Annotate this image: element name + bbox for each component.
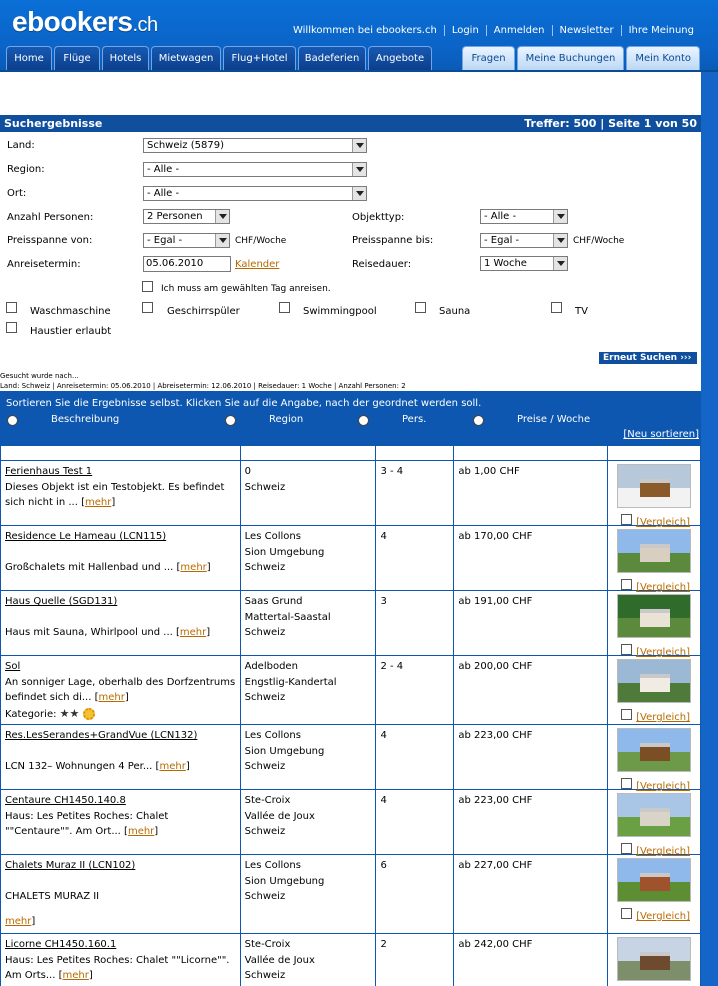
persons-cell: 4 xyxy=(376,526,454,590)
region-line: Schweiz xyxy=(244,692,286,703)
search-again-button[interactable]: Erneut Suchen ››› xyxy=(599,352,697,364)
persons-cell: 6 xyxy=(376,855,454,933)
chevron-down-icon xyxy=(215,234,229,247)
region-line: Schweiz xyxy=(244,481,286,493)
login-link[interactable]: Login xyxy=(444,25,486,36)
search-summary-heading: Gesucht wurde nach... xyxy=(0,372,79,380)
listing-title[interactable]: Licorne CH1450.160.1 xyxy=(5,939,117,950)
compare-link[interactable]: [Vergleich] xyxy=(636,647,690,658)
objekttyp-label: Objekttyp: xyxy=(352,212,405,223)
persons-cell: 2 - 4 xyxy=(376,656,454,724)
tv-checkbox[interactable] xyxy=(551,302,562,313)
listing-title[interactable]: Chalets Muraz II (LCN102) xyxy=(5,860,136,871)
compare-checkbox[interactable] xyxy=(621,709,632,720)
table-row: Haus Quelle (SGD131) Haus mit Sauna, Whirlpool und ... [mehr] Saas Grund Mattertal-Saastal Schweiz 3 ab 191,00 CHF [Vergleich] xyxy=(1,591,701,656)
calendar-link[interactable]: Kalender xyxy=(235,259,280,270)
listing-photo[interactable] xyxy=(617,793,691,837)
compare-link[interactable]: [Vergleich] xyxy=(636,781,690,792)
listing-description: Haus: Les Petites Roches: Chalet ""Licorne"". Am Orts... xyxy=(5,954,230,981)
top-links xyxy=(286,25,701,36)
haustier-label: Haustier erlaubt xyxy=(30,326,112,337)
compare-link[interactable]: [Vergleich] xyxy=(636,582,690,593)
listing-description: Großchalets mit Hallenbad und ... xyxy=(5,561,174,573)
listing-photo[interactable] xyxy=(617,659,691,703)
results-header xyxy=(0,115,701,132)
more-link[interactable]: mehr xyxy=(62,970,89,981)
newsletter-link[interactable]: Newsletter xyxy=(552,25,621,36)
persons-select[interactable]: 2 Personen xyxy=(143,209,230,224)
more-link[interactable]: mehr xyxy=(84,497,112,508)
price-cell: ab 223,00 CHF xyxy=(454,790,608,854)
main-content xyxy=(0,72,701,986)
sauna-label: Sauna xyxy=(439,306,471,317)
compare-link[interactable]: [Vergleich] xyxy=(636,712,690,723)
persons-cell: 3 xyxy=(376,591,454,655)
sort-region-radio[interactable] xyxy=(225,415,236,426)
site-header xyxy=(0,0,718,72)
sort-persons-label[interactable]: Pers. xyxy=(402,414,427,425)
tab-flug-hotel[interactable]: Flug+Hotel xyxy=(223,46,296,70)
results-count: Treffer: 500 | Seite 1 von 50 xyxy=(524,117,697,130)
region-select[interactable]: - Alle - xyxy=(143,162,367,177)
land-label: Land: xyxy=(7,140,35,151)
date-label: Anreisetermin: xyxy=(7,259,81,270)
listing-photo[interactable] xyxy=(617,937,691,981)
region-line: Schweiz xyxy=(244,562,286,573)
ort-select[interactable]: - Alle - xyxy=(143,186,367,201)
listing-description: LCN 132– Wohnungen 4 Per... xyxy=(5,760,153,772)
listing-title[interactable]: Sol xyxy=(5,661,21,672)
geschirrspueler-checkbox[interactable] xyxy=(142,302,153,313)
sort-bar xyxy=(0,391,701,446)
sort-beschreibung-radio[interactable] xyxy=(7,415,18,426)
sort-price-radio[interactable] xyxy=(473,415,484,426)
compare-link[interactable]: [Vergleich] xyxy=(636,911,690,922)
price-cell: ab 227,00 CHF xyxy=(454,855,608,933)
tab-badeferien[interactable]: Badeferien xyxy=(298,46,366,70)
region-line: Mattertal-Saastal xyxy=(244,611,331,623)
main-nav xyxy=(6,46,432,70)
geschirrspueler-label: Geschirrspüler xyxy=(167,306,240,317)
listing-photo[interactable] xyxy=(617,594,691,638)
more-link[interactable]: mehr xyxy=(179,626,207,638)
region-line: Schweiz xyxy=(244,627,286,638)
chevron-down-icon xyxy=(553,210,567,223)
results-title: Suchergebnisse xyxy=(4,117,103,130)
region-line: Saas Grund xyxy=(244,596,303,607)
compare-checkbox[interactable] xyxy=(621,778,632,789)
land-select[interactable]: Schweiz (5879) xyxy=(143,138,367,153)
right-scroll-strip xyxy=(701,72,718,986)
listing-title[interactable]: Residence Le Hameau (LCN115) xyxy=(5,531,167,542)
region-line: Ste-Croix xyxy=(244,939,291,950)
swimmingpool-checkbox[interactable] xyxy=(279,302,290,313)
table-header-row xyxy=(1,446,701,461)
persons-cell: 4 xyxy=(376,790,454,854)
tab-angebote[interactable]: Angebote xyxy=(368,46,432,70)
price-cell: ab 170,00 CHF xyxy=(454,526,608,590)
price-from-label: Preisspanne von: xyxy=(7,235,93,246)
search-summary-details: Land: Schweiz | Anreisetermin: 05.06.2010 | Abreisetermin: 12.06.2010 | Reisedauer: 1 Woche | Anzahl Personen: 2 xyxy=(0,382,406,390)
chevron-down-icon xyxy=(352,187,366,200)
table-row: Res.LesSerandes+GrandVue (LCN132) LCN 132– Wohnungen 4 Per... [mehr] Les Collons Sion Umgebung Schweiz 4 ab 223,00 CHF [Vergleich] xyxy=(1,725,701,790)
compare-checkbox[interactable] xyxy=(621,644,632,655)
compare-checkbox[interactable] xyxy=(621,514,632,525)
price-cell: ab 200,00 CHF xyxy=(454,656,608,724)
exact-day-checkbox[interactable] xyxy=(142,281,153,292)
listing-photo[interactable] xyxy=(617,858,691,902)
region-line: Les Collons xyxy=(244,860,301,871)
tab-mietwagen[interactable]: Mietwagen xyxy=(151,46,221,70)
ort-label: Ort: xyxy=(7,188,27,199)
region-line: Schweiz xyxy=(244,826,286,837)
sort-instructions: Sortieren Sie die Ergebnisse selbst. Klicken Sie auf die Angabe, nach der geordnet werden soll. xyxy=(6,398,482,409)
listing-description: CHALETS MURAZ II xyxy=(5,890,100,902)
table-row: Ferienhaus Test 1 Dieses Objekt ist ein Testobjekt. Es befindet sich nicht in ... [mehr] 0 Schweiz 3 - 4 ab 1,00 CHF [Vergleich] xyxy=(1,461,701,526)
arrival-date-input[interactable]: 05.06.2010 xyxy=(143,256,231,272)
sort-price-label[interactable]: Preise / Woche xyxy=(517,414,591,425)
sauna-checkbox[interactable] xyxy=(415,302,426,313)
more-link[interactable]: mehr xyxy=(127,826,155,837)
resort-link[interactable]: [Neu sortieren] xyxy=(623,429,699,440)
duration-select[interactable]: 1 Woche xyxy=(480,256,568,271)
welcome-text: Willkommen bei ebookers.ch xyxy=(292,25,437,36)
compare-checkbox[interactable] xyxy=(621,843,632,854)
region-line: Schweiz xyxy=(244,761,286,772)
region-line: Les Collons xyxy=(244,531,301,542)
waschmaschine-label: Waschmaschine xyxy=(30,306,111,317)
register-link[interactable]: Anmelden xyxy=(486,25,552,36)
compare-checkbox[interactable] xyxy=(621,579,632,590)
price-to-label: Preisspanne bis: xyxy=(352,235,434,246)
table-row: Licorne CH1450.160.1 Haus: Les Petites Roches: Chalet ""Licorne"". Am Orts... [mehr] Ste-Croix Vallée de Joux Schweiz 2 ab 242,00 CHF xyxy=(1,934,701,986)
tab-meine-buchungen[interactable]: Meine Buchungen xyxy=(517,46,625,70)
haustier-checkbox[interactable] xyxy=(6,322,17,333)
results-table xyxy=(0,446,701,986)
tab-fragen[interactable]: Fragen xyxy=(462,46,514,70)
table-row: Chalets Muraz II (LCN102) CHALETS MURAZ II mehr] Les Collons Sion Umgebung Schweiz 6 ab 227,00 CHF [Vergleich] xyxy=(1,855,701,934)
tab-fluege[interactable]: Flüge xyxy=(54,46,100,70)
sort-region-label[interactable]: Region xyxy=(269,414,304,425)
listing-description: Haus mit Sauna, Whirlpool und ... xyxy=(5,626,173,638)
listing-photo[interactable] xyxy=(617,728,691,772)
sort-persons-radio[interactable] xyxy=(358,415,369,426)
exact-day-label: Ich muss am gewählten Tag anreisen. xyxy=(161,284,331,294)
category-label: Kategorie: xyxy=(5,708,57,720)
listing-description: Dieses Objekt ist ein Testobjekt. Es befindet sich nicht in ... xyxy=(5,481,225,508)
table-row: Sol An sonniger Lage, oberhalb des Dorfzentrums befindet sich di... [mehr] Kategorie: ★★ Adelboden Engstlig-Kandertal Schweiz 2 - 4 ab 200,00 CHF [Vergleich] xyxy=(1,656,701,725)
account-nav xyxy=(462,46,700,70)
region-line: Vallée de Joux xyxy=(244,810,315,822)
region-line: Ste-Croix xyxy=(244,795,291,806)
more-link[interactable]: mehr xyxy=(159,760,186,772)
region-line: Schweiz xyxy=(244,891,286,902)
region-line: Sion Umgebung xyxy=(244,546,325,558)
persons-label: Anzahl Personen: xyxy=(7,212,94,223)
price-cell: ab 191,00 CHF xyxy=(454,591,608,655)
listing-photo[interactable] xyxy=(617,464,691,508)
compare-link[interactable]: [Vergleich] xyxy=(636,846,690,857)
price-cell: ab 1,00 CHF xyxy=(454,461,608,525)
sun-icon xyxy=(83,708,95,720)
table-row: Residence Le Hameau (LCN115) Großchalets mit Hallenbad und ... [mehr] Les Collons Sion Umgebung Schweiz 4 ab 170,00 CHF [Vergleich] xyxy=(1,526,701,591)
waschmaschine-checkbox[interactable] xyxy=(6,302,17,313)
price-cell: ab 242,00 CHF xyxy=(454,934,608,986)
star-rating: ★★ xyxy=(59,706,80,720)
tab-hotels[interactable]: Hotels xyxy=(102,46,149,70)
tv-label: TV xyxy=(575,306,588,317)
listing-photo[interactable] xyxy=(617,529,691,573)
listing-description: An sonniger Lage, oberhalb des Dorfzentrums befindet sich di... xyxy=(5,676,236,703)
price-to-select[interactable]: - Egal - xyxy=(480,233,568,248)
duration-label: Reisedauer: xyxy=(352,259,412,270)
listing-title[interactable]: Centaure CH1450.140.8 xyxy=(5,795,126,806)
persons-cell: 4 xyxy=(376,725,454,789)
price-from-select[interactable]: - Egal - xyxy=(143,233,230,248)
listing-title[interactable]: Res.LesSerandes+GrandVue (LCN132) xyxy=(5,730,198,741)
swimmingpool-label: Swimmingpool xyxy=(303,306,377,317)
ebookers-logo[interactable]: ebookers.ch xyxy=(12,6,158,37)
chevron-down-icon xyxy=(352,139,366,152)
feedback-link[interactable]: Ihre Meinung xyxy=(621,25,701,36)
listing-title[interactable]: Ferienhaus Test 1 xyxy=(5,466,93,477)
listing-title[interactable]: Haus Quelle (SGD131) xyxy=(5,596,118,607)
chevron-down-icon xyxy=(215,210,229,223)
tab-mein-konto[interactable]: Mein Konto xyxy=(626,46,700,70)
region-line: Engstlig-Kandertal xyxy=(244,676,337,688)
region-line: Sion Umgebung xyxy=(244,745,325,757)
objekttyp-select[interactable]: - Alle - xyxy=(480,209,568,224)
price-from-unit: CHF/Woche xyxy=(235,236,287,246)
region-line: Schweiz xyxy=(244,970,286,981)
listing-description: Haus: Les Petites Roches: Chalet ""Centaure"". Am Ort... xyxy=(5,810,169,837)
persons-cell: 2 xyxy=(376,934,454,986)
sort-beschreibung-label[interactable]: Beschreibung xyxy=(51,414,120,425)
chevron-down-icon xyxy=(553,257,567,270)
persons-cell: 3 - 4 xyxy=(376,461,454,525)
region-line: Les Collons xyxy=(244,730,301,741)
more-link[interactable]: mehr xyxy=(180,561,207,573)
compare-checkbox[interactable] xyxy=(621,908,632,919)
price-cell: ab 223,00 CHF xyxy=(454,725,608,789)
region-line: Adelboden xyxy=(244,661,298,672)
chevron-down-icon xyxy=(553,234,567,247)
tab-home[interactable]: Home xyxy=(6,46,52,70)
region-line: 0 xyxy=(244,466,252,477)
price-to-unit: CHF/Woche xyxy=(573,236,625,246)
region-line: Vallée de Joux xyxy=(244,954,315,966)
table-row: Centaure CH1450.140.8 Haus: Les Petites Roches: Chalet ""Centaure"". Am Ort... [mehr] Ste-Croix Vallée de Joux Schweiz 4 ab 223,00 CHF [Vergleich] xyxy=(1,790,701,855)
more-link[interactable]: mehr xyxy=(5,916,32,927)
region-line: Sion Umgebung xyxy=(244,875,325,887)
chevron-down-icon xyxy=(352,163,366,176)
region-label: Region: xyxy=(7,164,45,175)
compare-link[interactable]: [Vergleich] xyxy=(636,517,690,528)
more-link[interactable]: mehr xyxy=(98,692,125,703)
